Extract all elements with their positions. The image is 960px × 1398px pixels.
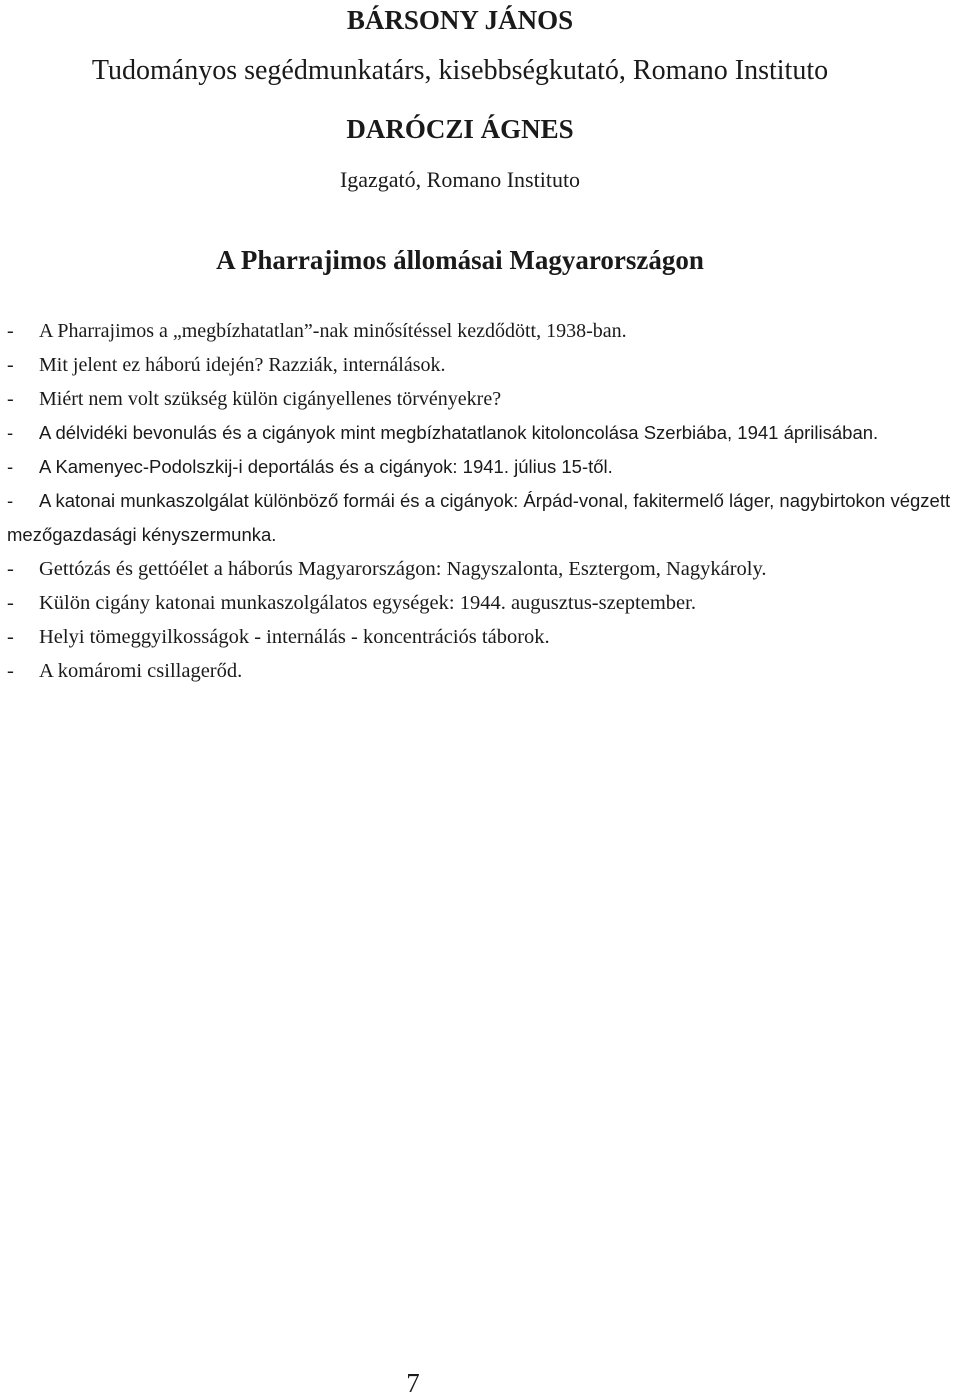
list-dash: - xyxy=(7,320,14,342)
outline-item-text: A délvidéki bevonulás és a cigányok mint megbízhatatlanok kitoloncolása Szerbiába, 1941 áprilisában. xyxy=(39,422,879,443)
outline-item-text: A katonai munkaszolgálat különböző formái és a cigányok: Árpád-vonal, fakitermelő láger, nagybirtokon végzett mezőgazdasági kényszermunka. xyxy=(7,490,951,545)
outline-item xyxy=(7,416,955,450)
outline-item-text: A komáromi csillagerőd. xyxy=(39,660,243,682)
list-dash: - xyxy=(7,388,14,410)
list-dash: - xyxy=(7,626,14,648)
outline-item xyxy=(7,586,955,620)
outline-item-text: Helyi tömeggyilkosságok - internálás - koncentrációs táborok. xyxy=(39,626,550,648)
list-dash: - xyxy=(7,490,14,511)
list-dash: - xyxy=(7,354,14,376)
list-dash: - xyxy=(7,456,14,477)
author-role-1: Tudományos segédmunkatárs, kisebbségkutató, Romano Instituto xyxy=(91,55,829,86)
outline-item-text: A Kamenyec-Podolszkij-i deportálás és a cigányok: 1941. július 15-től. xyxy=(39,456,613,477)
outline-item-text: Miért nem volt szükség külön cigányellenes törvényekre? xyxy=(39,388,502,410)
list-dash: - xyxy=(7,558,14,580)
outline-item-text: Külön cigány katonai munkaszolgálatos egységek: 1944. augusztus-szeptember. xyxy=(39,592,696,614)
outline-item-text: A Pharrajimos a „megbízhatatlan”-nak minősítéssel kezdődött, 1938-ban. xyxy=(39,320,627,342)
author-name-1: BÁRSONY JÁNOS xyxy=(346,5,574,35)
list-dash: - xyxy=(7,592,14,614)
outline-item-text: Mit jelent ez háború idején? Razziák, internálások. xyxy=(39,354,446,376)
list-dash: - xyxy=(7,660,14,682)
author-name-2: DARÓCZI ÁGNES xyxy=(346,114,574,144)
outline-item xyxy=(7,552,955,586)
outline-item xyxy=(7,314,955,348)
outline-item xyxy=(7,348,955,382)
outline-item xyxy=(7,450,955,484)
outline-item xyxy=(7,620,955,654)
page-number: 7 xyxy=(406,1368,420,1398)
topic-outline xyxy=(7,314,955,688)
outline-item-text: Gettózás és gettóélet a háborús Magyarországon: Nagyszalonta, Esztergom, Nagykároly. xyxy=(39,558,767,580)
document-title: A Pharrajimos állomásai Magyarországon xyxy=(216,245,704,275)
list-dash: - xyxy=(7,422,14,443)
outline-item xyxy=(7,484,955,552)
outline-item xyxy=(7,382,955,416)
outline-item xyxy=(7,654,955,688)
author-role-2: Igazgató, Romano Instituto xyxy=(339,167,581,192)
